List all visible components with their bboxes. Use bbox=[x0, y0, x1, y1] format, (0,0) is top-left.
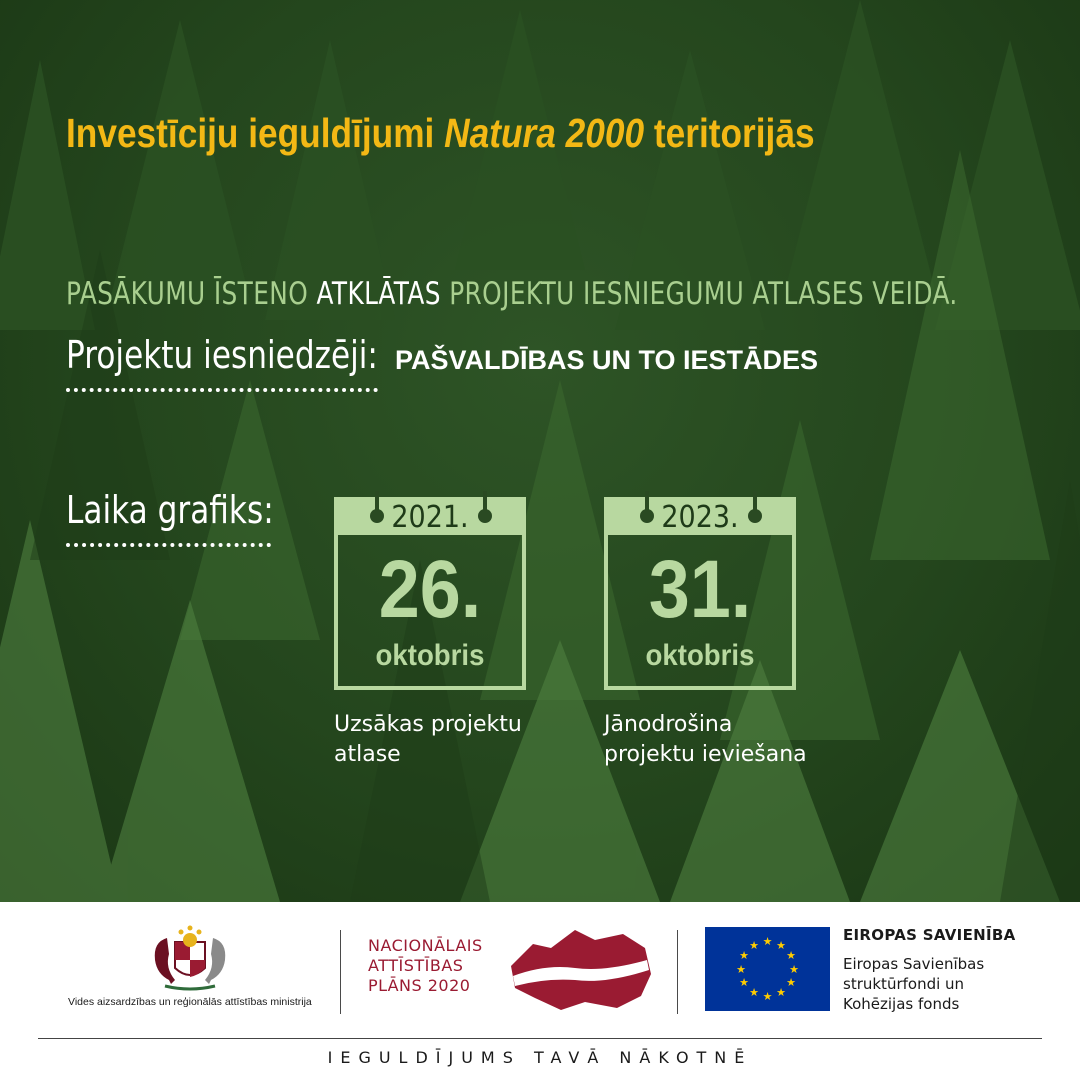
svg-text:★: ★ bbox=[789, 963, 799, 976]
calendar-year: 2021. bbox=[391, 500, 469, 535]
calendar-day: 31. bbox=[648, 544, 752, 635]
svg-text:★: ★ bbox=[762, 990, 773, 1003]
eu-title: EIROPAS SAVIENĪBA bbox=[843, 926, 1016, 944]
page-title: Investīciju ieguldījumi Natura 2000 teritorijās bbox=[66, 110, 815, 156]
applicants-label: Projektu iesniedzēji: bbox=[66, 333, 378, 377]
calendar-month: oktobris bbox=[645, 639, 755, 672]
calendar-year: 2023. bbox=[661, 500, 739, 535]
divider bbox=[677, 930, 678, 1014]
svg-text:★: ★ bbox=[786, 976, 796, 989]
latvia-map-icon bbox=[505, 926, 655, 1012]
calendar-end-caption: Jānodrošina projektu ieviešana bbox=[604, 712, 807, 767]
svg-text:★: ★ bbox=[739, 976, 749, 989]
svg-text:★: ★ bbox=[739, 949, 749, 962]
divider bbox=[340, 930, 341, 1014]
nap-text: NACIONĀLAIS ATTĪSTĪBAS PLĀNS 2020 bbox=[368, 936, 483, 995]
svg-text:★: ★ bbox=[749, 986, 759, 999]
svg-text:★: ★ bbox=[786, 949, 796, 962]
slogan: IEGULDĪJUMS TAVĀ NĀKOTNĒ bbox=[327, 1048, 753, 1067]
ministry-name: Vides aizsardzības un reģionālās attīstības ministrija bbox=[68, 996, 312, 1008]
eu-flag-icon bbox=[705, 927, 830, 1011]
subtitle: PASĀKUMU ĪSTENO ATKLĀTAS PROJEKTU IESNIEGUMU ATLASES VEIDĀ. bbox=[66, 276, 958, 312]
calendar-end bbox=[604, 497, 796, 690]
svg-text:★: ★ bbox=[736, 963, 746, 976]
schedule-label: Laika grafiks: bbox=[66, 488, 274, 532]
svg-text:★: ★ bbox=[776, 986, 786, 999]
calendar-start-caption: Uzsākas projektu atlase bbox=[334, 712, 522, 767]
schedule-underline bbox=[66, 543, 271, 547]
calendar-start bbox=[334, 497, 526, 690]
applicants-underline bbox=[66, 388, 378, 392]
svg-text:★: ★ bbox=[749, 939, 759, 952]
svg-text:★: ★ bbox=[762, 935, 773, 948]
eu-subtitle: Eiropas Savienības struktūrfondi un Kohēzijas fonds bbox=[843, 955, 985, 1013]
footer bbox=[0, 902, 1080, 1080]
footer-rule bbox=[38, 1038, 1042, 1039]
calendar-day: 26. bbox=[378, 544, 482, 635]
latvia-coat-of-arms-icon bbox=[145, 924, 235, 992]
calendar-month: oktobris bbox=[375, 639, 485, 672]
svg-text:★: ★ bbox=[776, 939, 786, 952]
applicants-value: PAŠVALDĪBAS UN TO IESTĀDES bbox=[395, 345, 819, 375]
